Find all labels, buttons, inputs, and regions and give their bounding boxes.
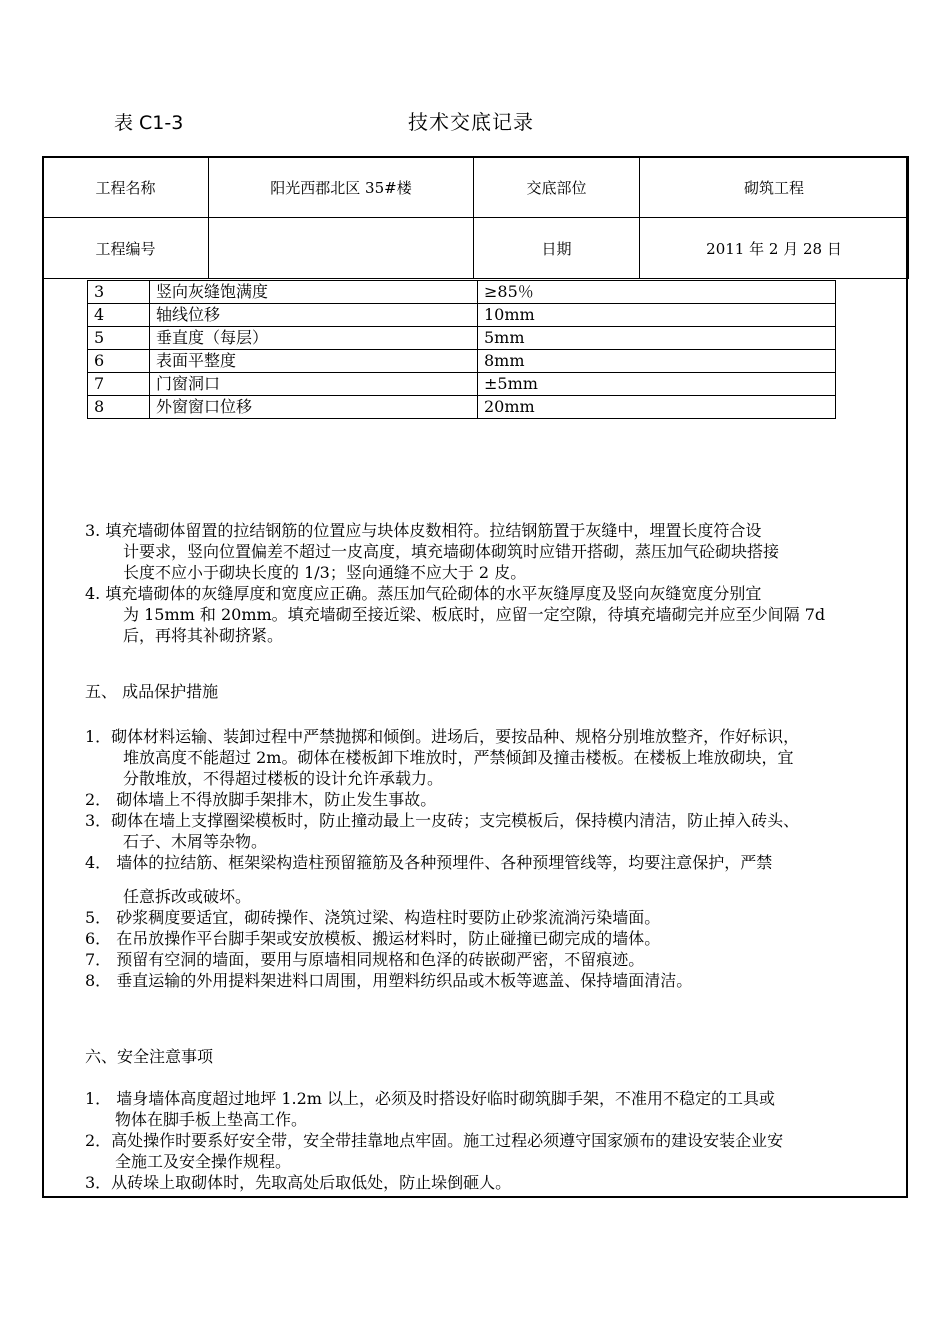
row-item: 垂直度（每层） [150, 327, 478, 350]
row-item: 门窗洞口 [150, 373, 478, 396]
page-title: 技术交底记录 [408, 110, 534, 134]
list-item [85, 789, 905, 810]
text-line: 6． 在吊放操作平台脚手架或安放模板、搬运材料时，防止碰撞已砌完成的墙体。 [85, 929, 661, 948]
row-value: 10mm [478, 304, 836, 327]
text-line: 4． 墙体的拉结筋、框架梁构造柱预留箍筋及各种预埋件、各种预埋管线等，均要注意保护，严禁 [85, 853, 773, 872]
section-5-list [85, 726, 905, 991]
section-6-heading: 六、安全注意事项 [85, 1047, 214, 1066]
list-item [85, 1130, 905, 1172]
section-6-list [85, 1088, 905, 1193]
text-line: 为 15mm 和 20mm。填充墙砌至接近梁、板底时，应留一定空隙，待填充墙砌完并应至少间隔 7d [123, 605, 826, 624]
tolerance-row [88, 281, 836, 304]
row-item: 表面平整度 [150, 350, 478, 373]
list-item [85, 928, 905, 949]
tolerance-row [88, 304, 836, 327]
list-item [85, 1088, 905, 1130]
text-line: 全施工及安全操作规程。 [115, 1152, 292, 1171]
tolerance-row [88, 373, 836, 396]
tolerance-row [88, 396, 836, 419]
text-line: 3．砌体在墙上支撑圈梁模板时，防止撞动最上一皮砖；支完模板后，保持模内清洁，防止掉入砖头、 [85, 811, 800, 830]
list-item [85, 907, 905, 928]
part-label: 交底部位 [474, 157, 640, 218]
list-item [85, 520, 905, 583]
text-line: 长度不应小于砌块长度的 1/3；竖向通缝不应大于 2 皮。 [123, 563, 527, 582]
list-item [85, 583, 905, 646]
row-item: 轴线位移 [150, 304, 478, 327]
list-item [85, 949, 905, 970]
text-line: 石子、木屑等杂物。 [123, 832, 268, 851]
list-item [85, 810, 905, 852]
part-value: 砌筑工程 [640, 157, 909, 218]
text-line: 2． 砌体墙上不得放脚手架排木，防止发生事故。 [85, 790, 437, 809]
project-name-value: 阳光西郡北区 35#楼 [209, 157, 474, 218]
row-number: 8 [88, 396, 150, 419]
text-line: 5． 砂浆稠度要适宜，砌砖操作、浇筑过梁、构造柱时要防止砂浆流淌污染墙面。 [85, 908, 661, 927]
list-item [85, 886, 905, 907]
text-line: 物体在脚手板上垫高工作。 [115, 1110, 308, 1129]
row-value: ≥85％ [478, 281, 836, 304]
text-line: 1．砌体材料运输、装卸过程中严禁抛掷和倾倒。进场后，要按品种、规格分别堆放整齐，作好标识， [85, 727, 800, 746]
row-number: 4 [88, 304, 150, 327]
text-line: 8． 垂直运输的外用提料架进料口周围，用塑料纺织品或木板等遮盖、保持墙面清洁。 [85, 971, 693, 990]
row-value: ±5mm [478, 373, 836, 396]
date-value: 2011 年 2 月 28 日 [640, 218, 909, 279]
row-number: 5 [88, 327, 150, 350]
list-item [85, 726, 905, 789]
list-item [85, 1172, 905, 1193]
date-label: 日期 [474, 218, 640, 279]
header-row [43, 218, 909, 279]
section-5-heading: 五、 成品保护措施 [85, 682, 219, 701]
project-no-value [209, 218, 474, 279]
form-code: 表 C1-3 [114, 112, 184, 134]
text-line: 3．从砖垛上取砌体时，先取高处后取低处，防止垛倒砸人。 [85, 1173, 512, 1192]
text-line: 4. 填充墙砌体的灰缝厚度和宽度应正确。蒸压加气砼砌体的水平灰缝厚度及竖向灰缝宽度分别宜 [85, 584, 762, 603]
row-number: 7 [88, 373, 150, 396]
row-value: 20mm [478, 396, 836, 419]
project-name-label: 工程名称 [43, 157, 209, 218]
header-row [43, 157, 909, 218]
text-line: 任意拆改或破坏。 [123, 887, 252, 906]
text-line: 计要求，竖向位置偏差不超过一皮高度，填充墙砌体砌筑时应错开搭砌，蒸压加气砼砌块搭接 [123, 542, 780, 561]
row-number: 3 [88, 281, 150, 304]
row-item: 竖向灰缝饱满度 [150, 281, 478, 304]
tolerance-table [87, 280, 836, 419]
text-line: 堆放高度不能超过 2m。砌体在楼板卸下堆放时，严禁倾卸及撞击楼板。在楼板上堆放砌块，宜 [123, 748, 794, 767]
row-value: 8mm [478, 350, 836, 373]
text-line: 1． 墙身墙体高度超过地坪 1.2m 以上，必须及时搭设好临时砌筑脚手架，不准用不稳定的工具或 [85, 1089, 776, 1108]
row-item: 外窗窗口位移 [150, 396, 478, 419]
header-table [42, 156, 909, 279]
list-item [85, 852, 905, 873]
text-line: 2．高处操作时要系好安全带，安全带挂靠地点牢固。施工过程必须遵守国家颁布的建设安装企业安 [85, 1131, 784, 1150]
text-line: 后，再将其补砌挤紧。 [123, 626, 284, 645]
text-line: 7． 预留有空洞的墙面，要用与原墙相同规格和色泽的砖嵌砌严密，不留痕迹。 [85, 950, 645, 969]
text-line: 分散堆放，不得超过楼板的设计允许承载力。 [123, 769, 444, 788]
tolerance-row [88, 350, 836, 373]
text-line: 3. 填充墙砌体留置的拉结钢筋的位置应与块体皮数相符。拉结钢筋置于灰缝中，埋置长度符合设 [85, 521, 762, 540]
row-value: 5mm [478, 327, 836, 350]
row-number: 6 [88, 350, 150, 373]
list-item [85, 970, 905, 991]
tolerance-row [88, 327, 836, 350]
items-top-list [85, 520, 905, 646]
project-no-label: 工程编号 [43, 218, 209, 279]
